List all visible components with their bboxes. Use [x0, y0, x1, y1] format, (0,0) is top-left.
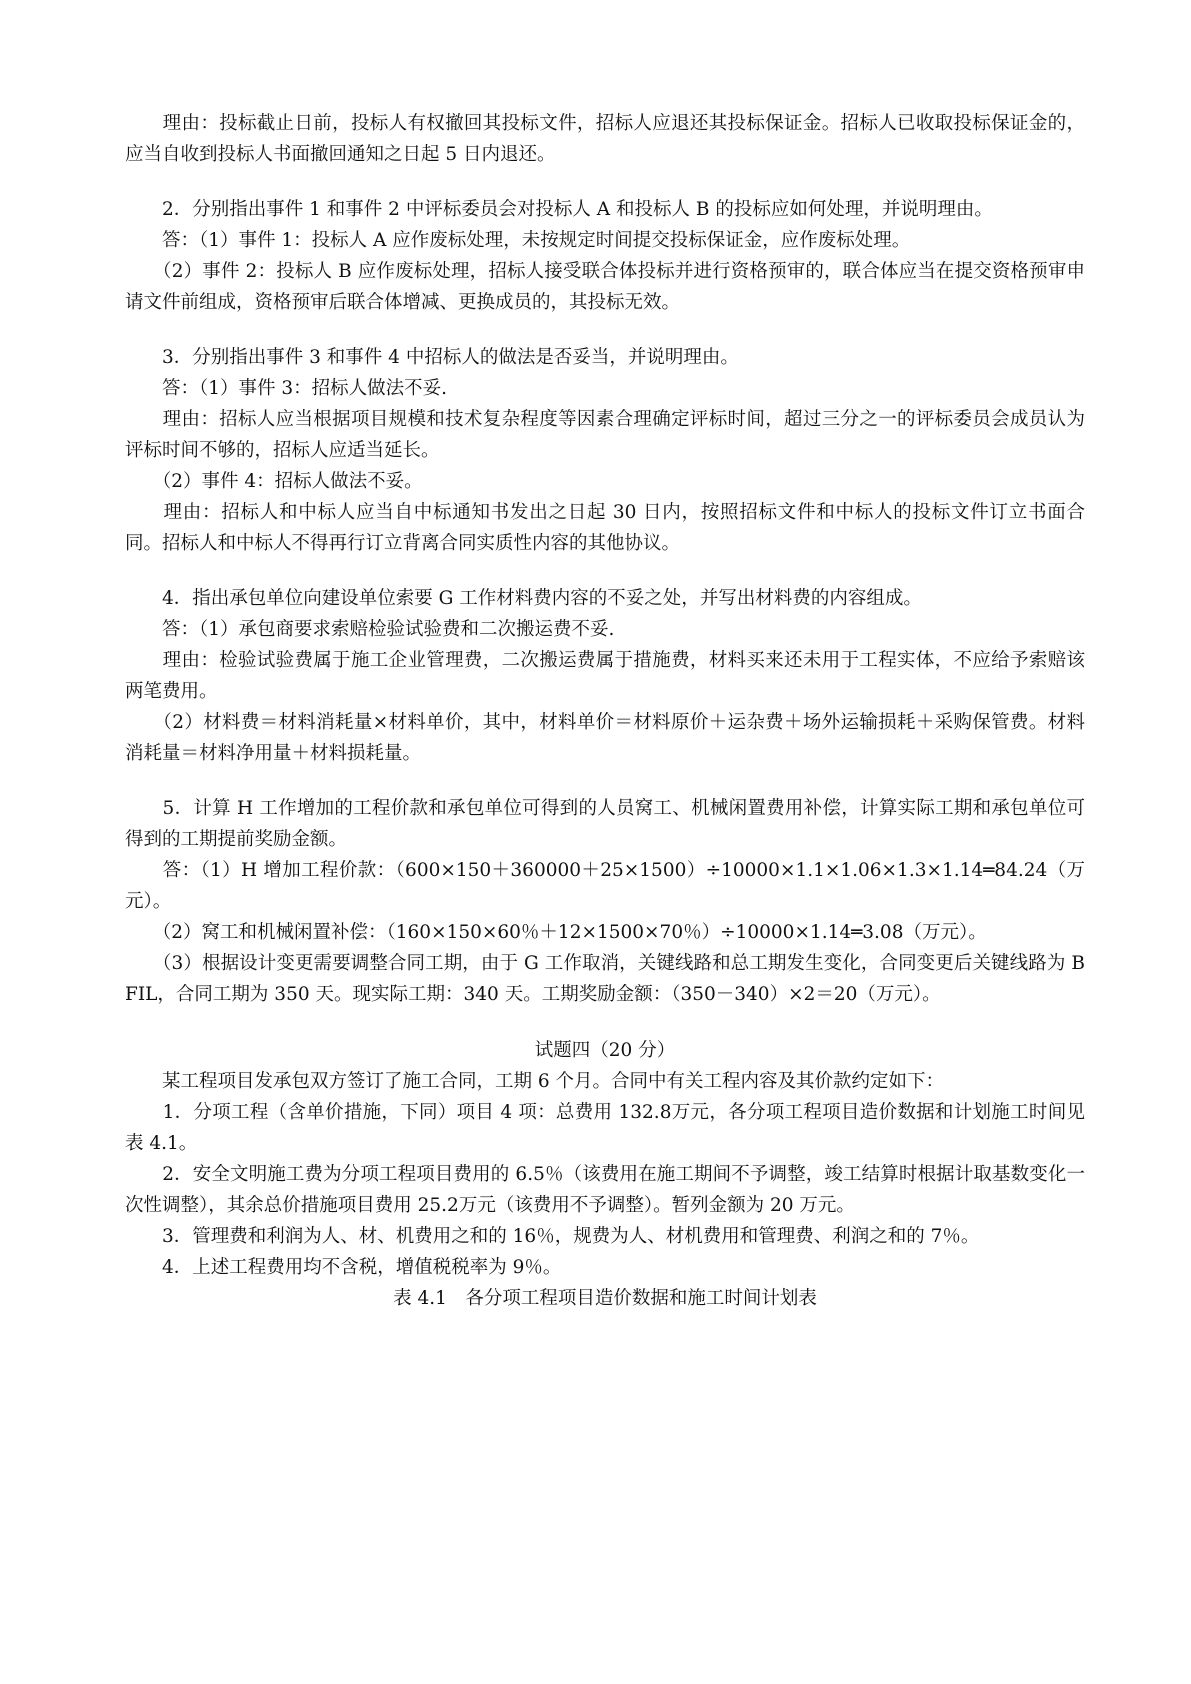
answer-4-2: （2）材料费＝材料消耗量×材料单价，其中，材料单价＝材料原价＋运杂费＋场外运输损耗＋采购保管费。材料消耗量＝材料净用量＋材料损耗量。 — [125, 712, 1085, 764]
reason-4-1: 理由：检验试验费属于施工企业管理费，二次搬运费属于措施费，材料买来还未用于工程实体，不应给予索赔该两笔费用。 — [125, 650, 1085, 702]
reason-3-2: 理由：招标人和中标人应当自中标通知书发出之日起 30 日内，按照招标文件和中标人的投标文件订立书面合同。招标人和中标人不得再行订立背离合同实质性内容的其他协议。 — [125, 502, 1085, 554]
reason-3-1: 理由：招标人应当根据项目规模和技术复杂程度等因素合理确定评标时间，超过三分之一的评标委员会成员认为评标时间不够的，招标人应适当延长。 — [125, 409, 1085, 461]
answer-5-2: （2）窝工和机械闲置补偿：（160×150×60％＋12×1500×70％）÷10000×1.14═3.08（万元）。 — [125, 922, 987, 943]
paragraph-reason-withdraw: 理由：投标截止日前，投标人有权撤回其投标文件，招标人应退还其投标保证金。招标人已收取投标保证金的，应当自收到投标人书面撤回通知之日起 5 日内退还。 — [125, 113, 1085, 165]
section-intro: 某工程项目发承包双方签订了施工合同，工期 6 个月。合同中有关工程内容及其价款约定如下： — [125, 1071, 945, 1092]
answer-5-1: 答：（1）H 增加工程价款：（600×150＋360000＋25×1500）÷10000×1.1×1.06×1.3×1.14═84.24（万元）。 — [125, 860, 1085, 912]
answer-3-1: 答：（1）事件 3：招标人做法不妥. — [125, 378, 448, 399]
clause-4: 4．上述工程费用均不含税，增值税税率为 9％。 — [125, 1257, 562, 1278]
question-3: 3．分别指出事件 3 和事件 4 中招标人的做法是否妥当，并说明理由。 — [125, 347, 739, 368]
clause-1: 1．分项工程（含单价措施，下同）项目 4 项：总费用 132.8万元，各分项工程项目造价数据和计划施工时间见表 4.1。 — [125, 1102, 1085, 1154]
answer-2-2: （2）事件 2：投标人 B 应作废标处理，招标人接受联合体投标并进行资格预审的，联合体应当在提交资格预审申请文件前组成，资格预审后联合体增减、更换成员的，其投标无效。 — [125, 261, 1085, 313]
clause-2: 2．安全文明施工费为分项工程项目费用的 6.5％（该费用在施工期间不予调整，竣工结算时根据计取基数变化一次性调整），其余总价措施项目费用 25.2万元（该费用不予调整）。暂列金额为 20 万元。 — [125, 1164, 1085, 1216]
question-4: 4．指出承包单位向建设单位索要 G 工作材料费内容的不妥之处，并写出材料费的内容组成。 — [125, 588, 922, 609]
answer-2-1: 答：（1）事件 1：投标人 A 应作废标处理，未按规定时间提交投标保证金，应作废标处理。 — [125, 230, 911, 251]
table-caption: 表 4.1 各分项工程项目造价数据和施工时间计划表 — [393, 1288, 817, 1309]
section-title: 试题四（20 分） — [534, 1040, 676, 1061]
answer-3-2: （2）事件 4：招标人做法不妥。 — [125, 471, 423, 492]
answer-5-3: （3）根据设计变更需要调整合同工期，由于 G 工作取消，关键线路和总工期发生变化，合同变更后关键线路为 BFIL，合同工期为 350 天。现实际工期：340 天。工期奖励金额：（350－340）×2＝20（万元）。 — [125, 953, 1085, 1005]
question-5: 5．计算 H 工作增加的工程价款和承包单位可得到的人员窝工、机械闲置费用补偿，计算实际工期和承包单位可得到的工期提前奖励金额。 — [125, 798, 1085, 850]
question-2: 2．分别指出事件 1 和事件 2 中评标委员会对投标人 A 和投标人 B 的投标应如何处理，并说明理由。 — [125, 199, 993, 220]
answer-4-1: 答：（1）承包商要求索赔检验试验费和二次搬运费不妥. — [125, 619, 615, 640]
clause-3: 3．管理费和利润为人、材、机费用之和的 16％，规费为人、材机费用和管理费、利润之和的 7％。 — [125, 1226, 980, 1247]
